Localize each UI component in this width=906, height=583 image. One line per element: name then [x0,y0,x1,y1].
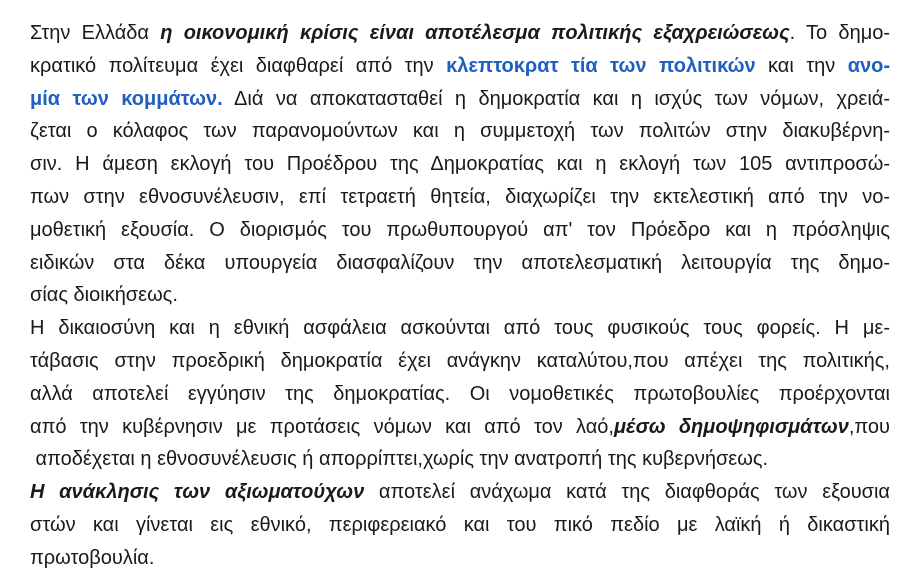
text-line [30,411,890,444]
text-line [30,148,890,181]
text-segment: Διά να αποκατασταθεί η δημοκρατία και η ισχύς των νόμων, χρειά- [222,87,890,110]
highlighted-phrase: ανο- [847,54,890,77]
text-line [30,214,890,247]
text-line [30,279,890,312]
text-segment: πρωτοβουλία. [30,546,155,569]
text-segment: Στην Ελλάδα [30,22,161,44]
paragraph [30,17,890,312]
text-segment: πων στην εθνοσυνέλευσιν, επί τετραετή θητεία, διαχωρίζει την εκτελεστική από την νο- [30,185,890,208]
emphasized-phrase: μέσω δημοψηφισμάτων [613,415,849,438]
paragraph [30,312,890,476]
text-line [30,247,890,280]
text-line [30,50,890,83]
text-line [30,443,890,476]
text-segment: . Το δημο- [789,22,890,44]
text-segment: από την κυβέρνησιν με προτάσεις νόμων και από τον λαό, [30,415,614,438]
text-segment: μοθετική εξουσία. Ο διορισμός του πρωθυπουργού απ' τον Πρόεδρο και η πρόσληψις [30,218,890,241]
emphasized-phrase: η οικονομική κρίσις είναι αποτέλεσμα πολιτικής εξαχρειώσεως [160,22,790,44]
text-line [30,83,890,116]
text-line [30,509,890,542]
text-segment: κρατικό πολίτευμα έχει διαφθαρεί από την [30,54,447,77]
highlighted-phrase: κλεπτοκρατ τία των πολιτικών [446,54,756,77]
text-segment: ειδικών στα δέκα υπουργεία διασφαλίζουν την αποτελεσματική λειτουργία της δημο- [30,251,890,274]
text-segment: στών και γίνεται εις εθνικό, περιφερειακό και του πικό πεδίο με λαϊκή ή δικαστική [30,513,890,536]
document-body [30,17,890,575]
text-line [30,115,890,148]
text-segment: ζεται ο κόλαφος των παρανομούντων και η συμμετοχή των πολιτών στην διακυβέρνη- [30,120,890,143]
emphasized-phrase: Η ανάκλησις των αξιωματούχων [30,481,365,504]
text-segment: αλλά αποτελεί εγγύησιν της δημοκρατίας. Οι νομοθετικές πρωτοβουλίες προέρχονται [30,382,890,405]
text-line [30,378,890,411]
text-line [30,345,890,378]
text-segment: και την [755,54,848,77]
text-line [30,476,890,509]
paragraph [30,476,890,574]
text-line [30,312,890,345]
text-segment: σιν. Η άμεση εκλογή του Προέδρου της Δημοκρατίας και η εκλογή των 105 αντιπροσώ- [30,153,890,176]
text-segment: ,που [848,415,890,438]
text-line [30,17,890,50]
text-segment: Η δικαιοσύνη και η εθνική ασφάλεια ασκούνται από τους φυσικούς τους φορείς. Η με- [30,317,890,340]
text-line [30,542,890,575]
text-segment: αποτελεί ανάχωμα κατά της διαφθοράς των εξουσια [364,481,890,504]
text-segment: σίας διοικήσεως. [30,284,178,307]
text-line [30,181,890,214]
text-segment: αποδέχεται η εθνοσυνέλευσις ή απορρίπτει,χωρίς την ανατροπή της κυβερνήσεως. [30,448,769,471]
highlighted-phrase: μία των κομμάτων. [30,87,223,110]
text-segment: τάβασις στην προεδρική δημοκρατία έχει ανάγκην καταλύτου,που απέχει της πολιτικής, [30,349,890,372]
